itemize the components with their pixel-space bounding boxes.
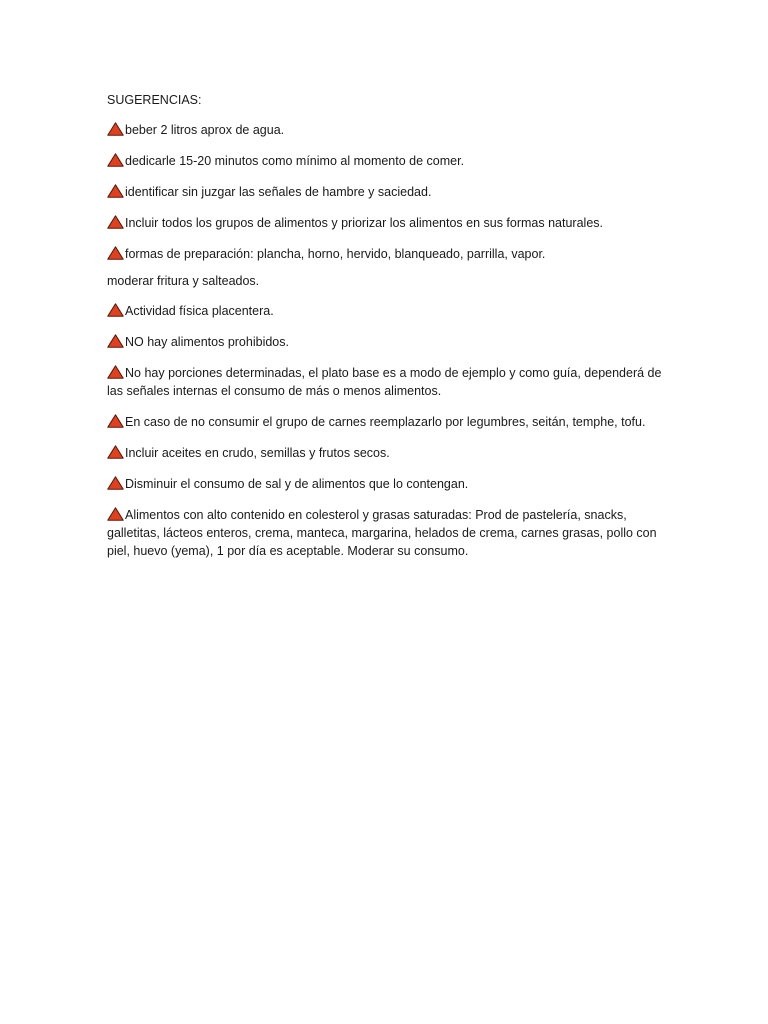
list-item [107,272,667,290]
list-item-text: Disminuir el consumo de sal y de alimentos que lo contengan. [125,477,469,491]
list-item [107,302,667,320]
list-item-text: formas de preparación: plancha, horno, hervido, blanqueado, parrilla, vapor. [125,247,546,261]
warning-triangle-icon [107,153,124,167]
warning-triangle-icon [107,414,124,428]
warning-triangle-icon [107,184,124,198]
list-item-text: moderar fritura y salteados. [107,274,260,288]
list-item [107,245,667,263]
warning-triangle-icon [107,303,124,317]
list-item-text: NO hay alimentos prohibidos. [125,335,289,349]
list-item-text: Actividad física placentera. [125,304,274,318]
list-item-text: beber 2 litros aprox de agua. [125,123,285,137]
list-item [107,183,667,201]
list-item [107,475,667,493]
warning-triangle-icon [107,507,124,521]
list-item-text: En caso de no consumir el grupo de carnes reemplazarlo por legumbres, seitán, temphe, tofu. [125,415,646,429]
warning-triangle-icon [107,215,124,229]
warning-triangle-icon [107,476,124,490]
list-item-text: identificar sin juzgar las señales de hambre y saciedad. [125,185,432,199]
list-item-text: Incluir todos los grupos de alimentos y priorizar los alimentos en sus formas naturales. [125,216,603,230]
warning-triangle-icon [107,246,124,260]
document-body [107,92,667,573]
list-item [107,444,667,462]
list-item [107,333,667,351]
list-item [107,214,667,232]
list-item-text: No hay porciones determinadas, el plato base es a modo de ejemplo y como guía, dependerá de las señales internas el consumo de más o menos alimentos. [107,366,662,398]
warning-triangle-icon [107,334,124,348]
list-item-text: Alimentos con alto contenido en colesterol y grasas saturadas: Prod de pastelería, snacks, galletitas, lácteos enteros, crema, manteca, margarina, helados de crema, carnes grasas, pollo con piel, huevo (yema), 1 por día es aceptable. Moderar su consumo. [107,508,657,558]
list-item [107,413,667,431]
list-item-text: Incluir aceites en crudo, semillas y frutos secos. [125,446,390,460]
warning-triangle-icon [107,365,124,379]
warning-triangle-icon [107,445,124,459]
list-item [107,152,667,170]
page-title: SUGERENCIAS: [107,93,202,107]
warning-triangle-icon [107,122,124,136]
list-item-text: dedicarle 15-20 minutos como mínimo al momento de comer. [125,154,465,168]
list-item [107,121,667,139]
list-item [107,506,667,560]
list-item [107,364,667,400]
